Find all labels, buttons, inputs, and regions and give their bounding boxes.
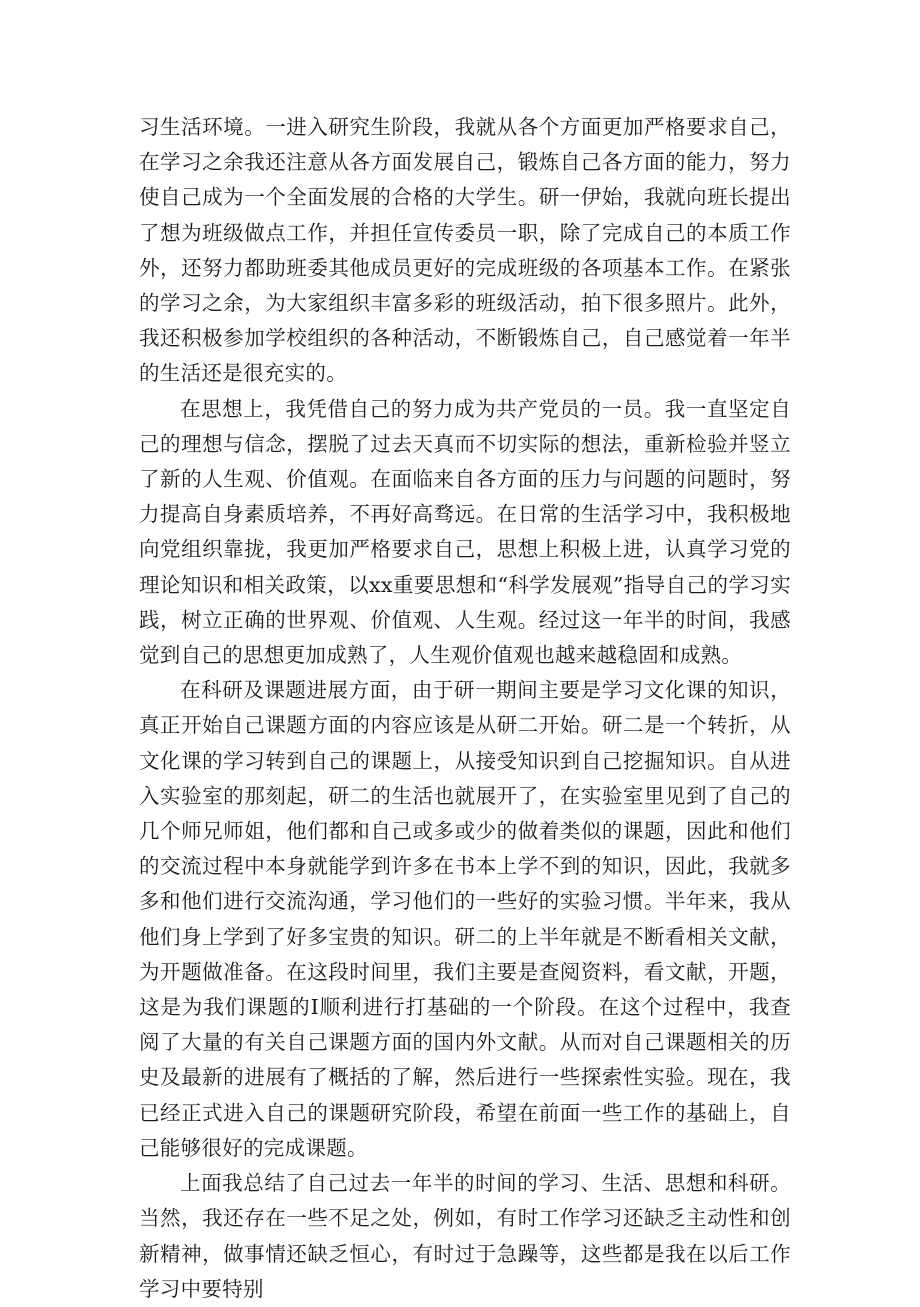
paragraph-research-progress: 在科研及课题进展方面，由于研一期间主要是学习文化课的知识，真正开始自己课题方面的内容应该是从研二开始。研二是一个转折，从文化课的学习转到自己的课题上，从接受知识到自己挖掘知识。自从进入实验室的那刻起，研二的生活也就展开了，在实验室里见到了自己的几个师兄师姐，他们都和自己或多或少的做着类似的课题，因此和他们的交流过程中本身就能学到许多在书本上学不到的知识，因此，我就多多和他们进行交流沟通，学习他们的一些好的实验习惯。半年来，我从他们身上学到了好多宝贵的知识。研二的上半年就是不断看相关文献，为开题做准备。在这段时间里，我们主要是查阅资料，看文献，开题，这是为我们课题的I顺利进行打基础的一个阶段。在这个过程中，我查阅了大量的有关自己课题方面的国内外文献。从而对自己课题相关的历史及最新的进展有了概括的了解，然后进行一些探索性实验。现在，我已经正式进入自己的课题研究阶段，希望在前面一些工作的基础上，自己能够很好的完成课题。 [139,678,791,1160]
paragraph-ideology: 在思想上，我凭借自己的努力成为共产党员的一员。我一直坚定自己的理想与信念，摆脱了过去天真而不切实际的想法，重新检验并竖立了新的人生观、价值观。在面临来自各方面的压力与问题的问题时，努力提高自身素质培养，不再好高骛远。在日常的生活学习中，我积极地向党组织靠拢，我更加严格要求自己，思想上积极上进，认真学习党的理论知识和相关政策，以xx重要思想和“科学发展观”指导自己的学习实践，树立正确的世界观、价值观、人生观。经过这一年半的时间，我感觉到自己的思想更加成熟了，人生观价值观也越来越稳固和成熟。 [139,396,791,668]
document-body [139,110,791,1307]
paragraph-student-life: 习生活环境。一进入研究生阶段，我就从各个方面更加严格要求自己，在学习之余我还注意从各方面发展自己，锻炼自己各方面的能力，努力使自己成为一个全面发展的合格的大学生。研一伊始，我就向班长提出了想为班级做点工作，并担任宣传委员一职，除了完成自己的本质工作外，还努力都助班委其他成员更好的完成班级的各项基本工作。在紧张的学习之余，为大家组织丰富多彩的班级活动，拍下很多照片。此外，我还积极参加学校组织的各种活动，不断锻炼自己，自己感觉着一年半的生活还是很充实的。 [139,115,791,386]
paragraph-summary: 上面我总结了自己过去一年半的时间的学习、生活、思想和科研。当然，我还存在一些不足之处，例如，有时工作学习还缺乏主动性和创新精神，做事情还缺乏恒心，有时过于急躁等，这些都是我在以后工作学习中要特别 [139,1171,791,1301]
